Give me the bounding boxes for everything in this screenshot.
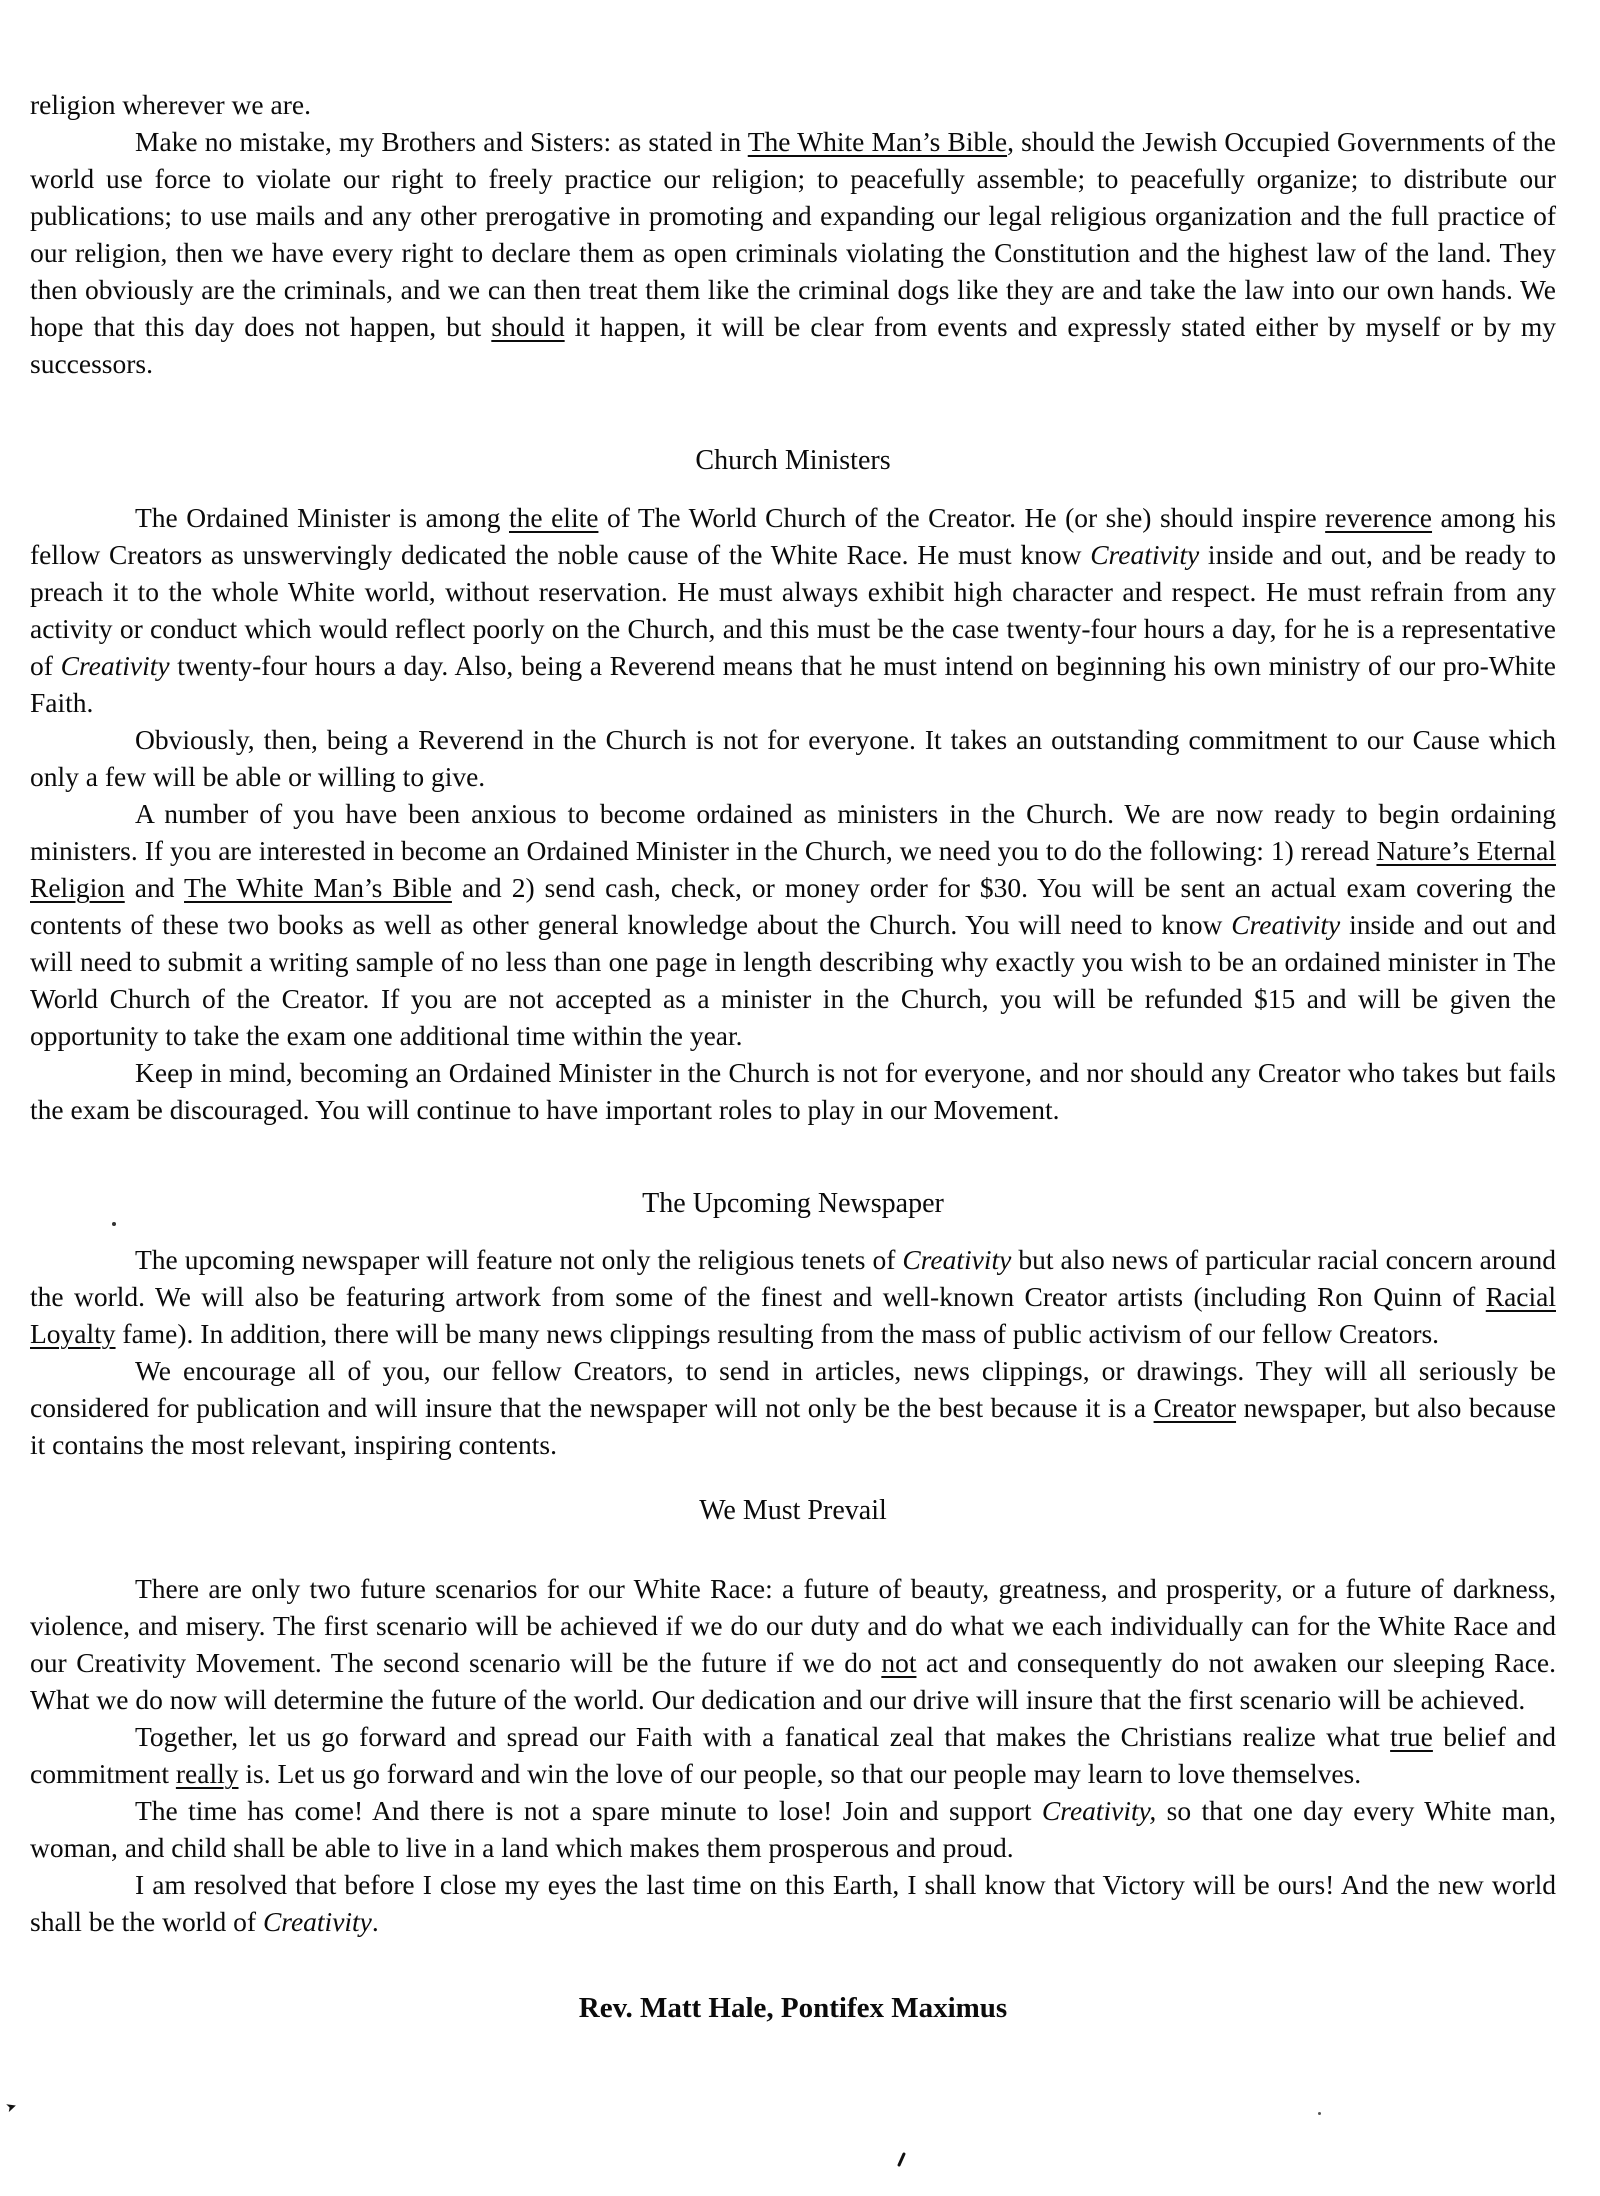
text-segment: belief and commitment [30,1721,1556,1789]
text-segment: Rev. Matt Hale, Pontifex Maximus [578,1992,1008,2024]
text-segment: so that one day every White man, woman, and child shall be able to live in a land which makes them prosperous and proud. [30,1795,1557,1863]
paragraph-two-future-scenarios [30,1570,1556,1718]
text-segment: newspaper, but also because it contains the most relevant, inspiring contents. [30,1392,1556,1460]
signature-line [30,1990,1556,2027]
underlined-text: The White Man’s Bible [747,126,1008,157]
text-segment: but also news of particular racial concern around the world. We will also be featuring artwork from some of the finest and well-known Creator artists (including Ron Quinn of [30,1244,1556,1312]
text-segment: and 2) send cash, check, or money order for $30. You will be sent an actual exam covering the contents of these two books as well as other general knowledge about the Church. You will need to know [30,872,1556,940]
section-heading-we-must-prevail [30,1492,1556,1529]
section-heading-upcoming-newspaper [30,1185,1556,1222]
text-segment: I am resolved that before I close my eyes the last time on this Earth, I shall know that Victory will be ours! And the new world shall be the world of [30,1869,1556,1937]
text-segment: . [371,1906,379,1937]
text-segment: of The World Church of the Creator. He (or she) should inspire [598,502,1326,533]
underlined-text: should [491,311,565,342]
paragraph-the-time-has-come [30,1792,1556,1866]
text-segment: religion wherever we are. [30,89,311,120]
section-heading-church-ministers [30,442,1556,479]
text-segment: is. Let us go forward and win the love of our people, so that our people may learn to love themselves. [238,1758,1362,1789]
paragraph-make-no-mistake [30,123,1556,382]
text-segment: among his fellow Creators as unswervingly dedicated the noble cause of the White Race. He must know [30,502,1556,570]
text-segment: it happen, it will be clear from events and expressly stated either by myself or by my successors. [30,311,1556,379]
text-segment: The time has come! And there is not a spare minute to lose! Join and support [135,1795,1042,1826]
text-segment: We Must Prevail [699,1495,887,1526]
text-segment: Together, let us go forward and spread our Faith with a fanatical zeal that makes the Christians realize what [135,1721,1391,1752]
text-segment: inside and out, and be ready to preach it to the whole White world, without reservation. He must always exhibit high character and respect. He must refrain from any activity or conduct which would reflect poorly on the Church, and this must be the case twenty-four hours a day, for he is a representative of [30,539,1557,681]
paragraph-together-let-us [30,1718,1556,1792]
text-segment: , should the Jewish Occupied Governments of the world use force to violate our right to freely practice our religion; to peacefully assemble; to peacefully organize; to distribute our publications; to use mails and any other prerogative in promoting and expanding our legal religious organization and the full practice of our religion, then we have every right to declare them as open criminals violating the Constitution and the highest law of the land. They then obviously are the criminals, and we can then treat them like the criminal dogs like they are and take the law into our own hands. We hope that this day does not happen, but [30,126,1556,342]
text-segment: inside and out and will need to submit a writing sample of no less than one page in length describing why exactly you wish to be an ordained minister in The World Church of the Creator. If you are not accepted as a minister in the Church, you will be refunded $15 and will be given the opportunity to take the exam one additional time within the year. [30,909,1556,1051]
text-segment: act and consequently do not awaken our sleeping Race. What we do now will determine the future of the world. Our dedication and our drive will insure that the first scenario will be achieved. [30,1647,1556,1715]
paragraph-obviously-then [30,721,1556,795]
underlined-text: reverence [1325,502,1433,533]
scan-artifact-corner-mark-icon: ➤ [3,2098,19,2117]
text-segment: twenty-four hours a day. Also, being a Reverend means that he must intend on beginning his own ministry of our pro-White Faith. [30,650,1556,718]
paragraph-upcoming-newspaper [30,1241,1556,1352]
scan-artifact-dot [112,1222,116,1226]
text-segment: The Ordained Minister is among [135,502,509,533]
paragraph-we-encourage [30,1352,1556,1463]
paragraph-ordained-minister [30,499,1556,721]
text-segment: fame). In addition, there will be many news clippings resulting from the mass of public activism of our fellow Creators. [115,1318,1440,1349]
underlined-text: The White Man’s Bible [184,872,452,903]
text-segment: The upcoming newspaper will feature not only the religious tenets of [135,1244,903,1275]
underlined-text: Nature’s Eternal Religion [30,835,1556,903]
underlined-text: true [1390,1721,1433,1752]
italic-text: Creativity [262,1906,372,1937]
underlined-text: really [175,1758,239,1789]
underlined-text: Creator [1153,1392,1237,1423]
paragraph-keep-in-mind [30,1054,1556,1128]
paragraph-i-am-resolved [30,1866,1556,1940]
underlined-text: Racial Loyalty [30,1281,1556,1349]
continuation-line [30,86,1556,123]
scan-artifact-pen-stroke [897,2152,906,2167]
text-segment: We encourage all of you, our fellow Creators, to send in articles, news clippings, or drawings. They will all seriously be considered for publication and will insure that the newspaper will not only be the best because it is a [30,1355,1556,1423]
italic-text: Creativity [1090,539,1200,570]
underlined-text: not [881,1647,917,1678]
italic-text: Creativity [902,1244,1012,1275]
scan-artifact-dot [1318,2112,1321,2115]
document-body [30,86,1556,2027]
italic-text: Creativity, [1041,1795,1157,1826]
italic-text: Creativity [1231,909,1341,940]
underlined-text: the elite [509,502,599,533]
text-segment: A number of you have been anxious to become ordained as ministers in the Church. We are now ready to begin ordaining ministers. If you are interested in become an Ordained Minister in the Church, we need you to do the following: 1) reread [30,798,1556,866]
paragraph-a-number-of-you [30,795,1556,1054]
text-segment: There are only two future scenarios for our White Race: a future of beauty, greatness, and prosperity, or a future of darkness, violence, and misery. The first scenario will be achieved if we do our duty and do what we each individually can for the White Race and our Creativity Movement. The second scenario will be the future if we do [30,1573,1556,1678]
text-segment: Keep in mind, becoming an Ordained Minister in the Church is not for everyone, and nor should any Creator who takes but fails the exam be discouraged. You will continue to have important roles to play in our Movement. [30,1057,1556,1125]
text-segment: Make no mistake, my Brothers and Sisters: as stated in [135,126,748,157]
text-segment: and [124,872,185,903]
italic-text: Creativity [60,650,170,681]
text-segment: Obviously, then, being a Reverend in the Church is not for everyone. It takes an outstanding commitment to our Cause which only a few will be able or willing to give. [30,724,1556,792]
text-segment: Church Ministers [695,445,891,476]
text-segment: The Upcoming Newspaper [642,1188,944,1219]
